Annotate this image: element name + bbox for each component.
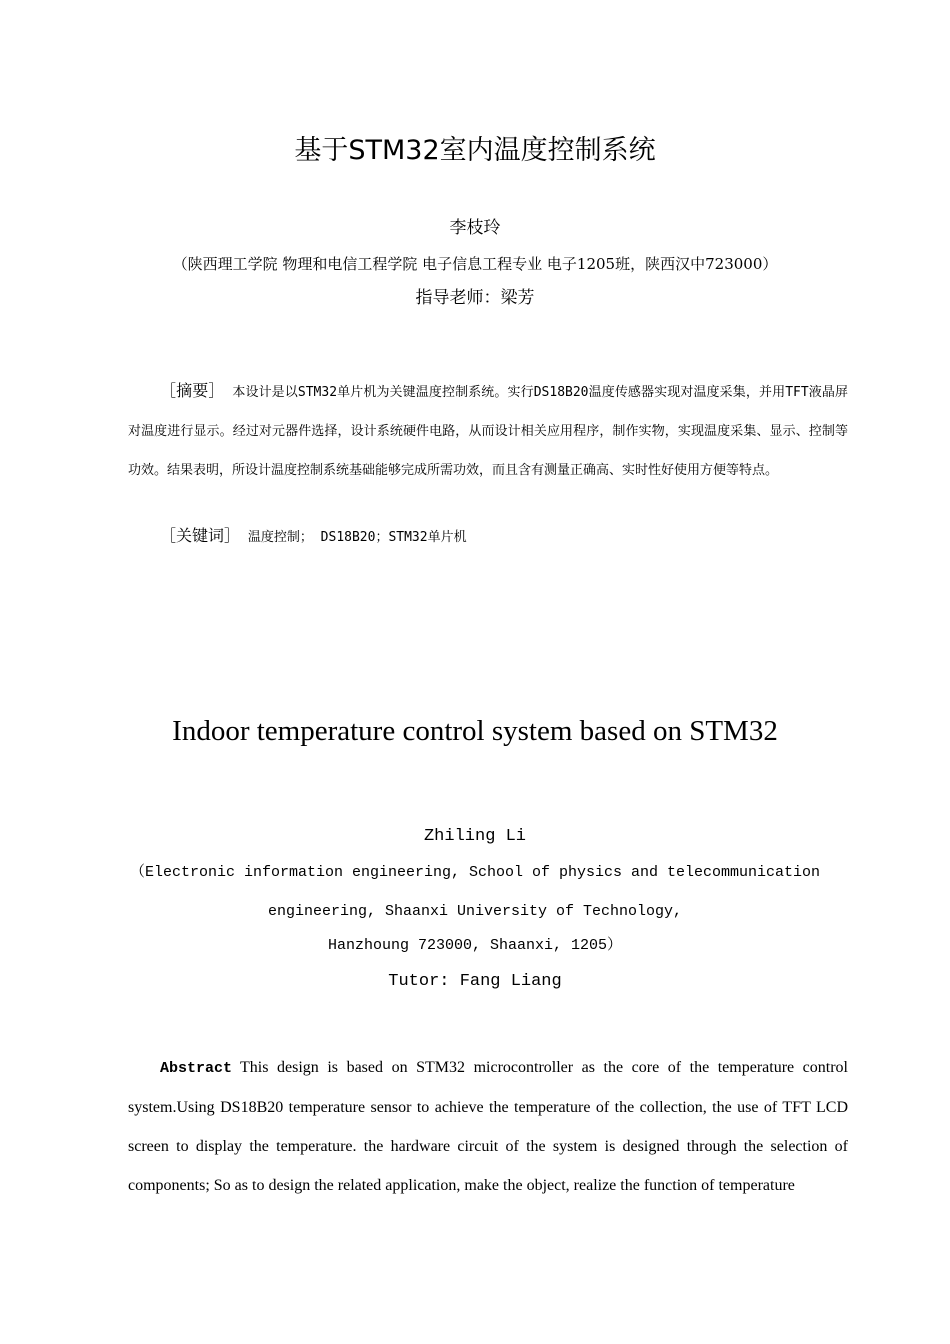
chinese-keywords-label: ［关键词］ xyxy=(160,526,241,545)
chinese-keywords-text: 温度控制； DS18B20；STM32单片机 xyxy=(240,530,467,545)
english-tutor: Tutor: Fang Liang xyxy=(388,972,562,991)
english-title: Indoor temperature control system based on STM32 xyxy=(172,715,778,747)
english-abstract-text: This design is based on STM32 microcontroller as the core of the temperature control system.Using DS18B20 temperature sensor to achieve the temperature of the collection, the use of TFT LCD screen to display the temperature. the hardware circuit of the system is designed through the selection of components; So as to design the related application, make the object, realize the function of temperature xyxy=(128,1059,848,1194)
english-affiliation-line3: Hanzhoung 723000, Shaanxi, 1205） xyxy=(327,937,623,954)
english-affiliation-line2: engineering, Shaanxi University of Technology, xyxy=(267,903,683,920)
chinese-tutor: 指导老师：梁芳 xyxy=(415,288,535,308)
chinese-abstract xyxy=(128,371,848,490)
chinese-abstract-text: 本设计是以STM32单片机为关键温度控制系统。实行DS18B20温度传感器实现对温度采集，并用TFT液晶屏对温度进行显示。经过对元器件选择，设计系统硬件电路，从而设计相关应用程序，制作实物，实现温度采集、显示、控制等功效。结果表明，所设计温度控制系统基础能够完成所需功效，而且含有测量正确高、实时性好使用方便等特点。 xyxy=(128,385,848,478)
chinese-author: 李枝玲 xyxy=(449,218,501,238)
chinese-keywords xyxy=(160,523,850,551)
chinese-title: 基于STM32室内温度控制系统 xyxy=(294,135,656,166)
english-affiliation-line1: （Electronic information engineering, School of physics and telecommunication xyxy=(129,864,821,881)
english-author: Zhiling Li xyxy=(423,827,527,846)
english-abstract xyxy=(128,1048,848,1205)
chinese-abstract-label: ［摘要］ xyxy=(160,381,225,400)
chinese-affiliation: （陕西理工学院 物理和电信工程学院 电子信息工程专业 电子1205班，陕西汉中723000） xyxy=(172,255,778,273)
english-abstract-label: Abstract xyxy=(160,1060,233,1077)
